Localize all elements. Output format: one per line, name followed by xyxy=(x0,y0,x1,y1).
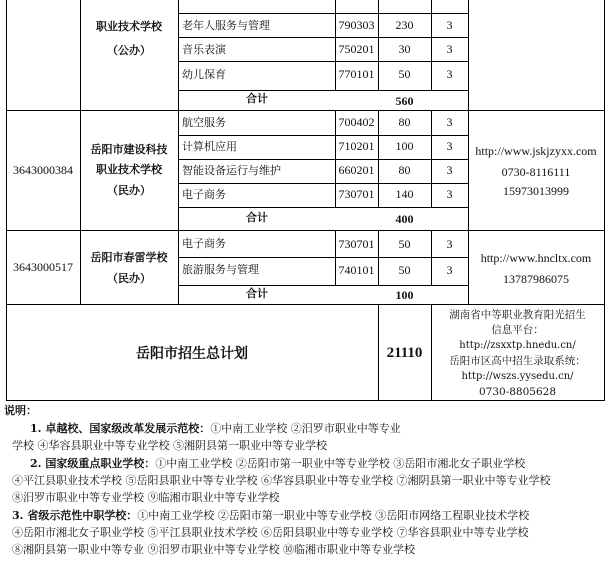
note-item-3-line-1 xyxy=(12,507,529,524)
school-type: （民办） xyxy=(107,184,151,197)
major-code: 700402 xyxy=(338,115,375,129)
major-name: 音乐表演 xyxy=(182,43,226,56)
info-link[interactable]: http://zsxxtp.hnedu.cn/ xyxy=(459,340,576,351)
major-years: 3 xyxy=(446,187,453,201)
total-label: 合计 xyxy=(246,211,268,224)
major-years: 3 xyxy=(446,163,453,177)
info-line: 岳阳市区高中招生录取系统： xyxy=(449,355,586,367)
note-item-2-line-3: ⑧汨罗市职业中等专业学校 ⑨临湘市职业中等专业学校 xyxy=(12,491,280,504)
major-name: 计算机应用 xyxy=(182,140,237,153)
major-code: 740101 xyxy=(338,263,375,277)
major-quota: 50 xyxy=(398,237,411,251)
note-item-2-rest: ①中南工业学校 ②岳阳市第一职业中等专业学校 ③岳阳市湘北女子职业学校 xyxy=(155,457,526,470)
note-item-1-line-1 xyxy=(30,420,401,437)
major-code: 790303 xyxy=(338,18,375,32)
note-item-3-line-3: ⑧湘阴县第一职业中等专业 ⑨汨罗市职业中等专业学校 ⑩临湘市职业中等专业学校 xyxy=(12,543,415,556)
contact-url[interactable]: http://www.jskjzyxx.com xyxy=(475,144,597,158)
contact-phone: 0730-8116111 xyxy=(501,165,571,179)
major-years: 3 xyxy=(446,42,453,56)
contact-mobile: 15973013999 xyxy=(503,184,569,198)
note-item-1-line-2: 学校 ④华容县职业中等专业学校 ⑤湘阴县第一职业中等专业学校 xyxy=(12,439,327,452)
note-item-3-line-2: ④岳阳市湘北女子职业学校 ⑤平江县职业技术学校 ⑥岳阳县职业中等专业学校 ⑦华容县职业中等专业学校 xyxy=(12,526,529,539)
major-code: 710201 xyxy=(338,139,375,153)
major-years: 3 xyxy=(446,263,453,277)
major-quota: 80 xyxy=(398,115,411,129)
school-name: 岳阳市春雷学校 xyxy=(90,251,168,264)
major-quota: 30 xyxy=(398,42,411,56)
major-code: 730701 xyxy=(338,187,375,201)
major-code: 660201 xyxy=(338,163,375,177)
info-line: 信息平台： xyxy=(491,324,544,336)
school-name-line-1: 岳阳市建设科技 xyxy=(90,143,168,156)
school-type: （公办） xyxy=(107,44,151,57)
summary-label: 岳阳市招生总计划 xyxy=(136,346,248,362)
major-code: 730701 xyxy=(338,237,375,251)
total-label: 合计 xyxy=(246,92,268,105)
note-item-2-line-2: ④平江县职业技术学校 ⑤岳阳县职业中等专业学校 ⑥华容县职业中等专业学校 ⑦湘阴县第一职业中等专业学校 xyxy=(12,474,551,487)
major-name: 航空服务 xyxy=(182,116,226,129)
major-years: 3 xyxy=(446,115,453,129)
major-name: 电子商务 xyxy=(182,237,226,250)
contact-mobile: 13787986075 xyxy=(503,272,569,286)
major-code: 770101 xyxy=(338,67,375,81)
school-id: 3643000517 xyxy=(13,260,73,274)
notes-title: 说明： xyxy=(4,404,37,417)
school-type: （民办） xyxy=(107,272,151,285)
note-item-3-rest: ①中南工业学校 ②岳阳市第一职业中等专业学校 ③岳阳市网络工程职业技术学校 xyxy=(137,509,530,522)
summary-total: 21110 xyxy=(386,345,423,361)
major-quota: 50 xyxy=(398,67,411,81)
note-item-2-head: 2. 国家级重点职业学校： xyxy=(30,457,156,470)
major-name: 老年人服务与管理 xyxy=(182,19,270,32)
school-name: 职业技术学校 xyxy=(96,20,162,33)
major-code: 750201 xyxy=(338,42,375,56)
major-quota: 100 xyxy=(395,139,414,153)
major-years: 3 xyxy=(446,67,453,81)
total-value: 560 xyxy=(395,94,414,108)
major-name: 旅游服务与管理 xyxy=(182,263,259,276)
school-id: 3643000384 xyxy=(13,163,73,177)
note-item-3-head: 3. 省级示范性中职学校： xyxy=(12,509,138,522)
major-name: 幼儿保育 xyxy=(182,68,226,81)
info-line: 湖南省中等职业教育阳光招生 xyxy=(449,309,586,321)
note-item-2-line-1 xyxy=(30,455,525,472)
total-value: 100 xyxy=(395,288,414,302)
major-quota: 140 xyxy=(395,187,414,201)
major-years: 3 xyxy=(446,139,453,153)
major-quota: 50 xyxy=(398,263,411,277)
major-name: 电子商务 xyxy=(182,188,226,201)
major-quota: 230 xyxy=(395,18,414,32)
note-item-1-rest: ①中南工业学校 ②汨罗市职业中等专业 xyxy=(210,422,401,435)
major-name: 智能设备运行与维护 xyxy=(182,164,281,177)
contact-url[interactable]: http://www.hncltx.com xyxy=(480,251,592,265)
major-years: 3 xyxy=(446,237,453,251)
info-link[interactable]: http://wszs.yysedu.cn/ xyxy=(461,371,574,382)
school-name-line-2: 职业技术学校 xyxy=(96,163,162,176)
info-line: 0730-8805628 xyxy=(478,386,557,398)
total-value: 400 xyxy=(395,212,414,226)
note-item-1-head: 1. 卓越校、国家级改革发展示范校： xyxy=(30,422,211,435)
major-quota: 80 xyxy=(398,163,411,177)
major-years: 3 xyxy=(446,18,453,32)
total-label: 合计 xyxy=(246,287,268,300)
